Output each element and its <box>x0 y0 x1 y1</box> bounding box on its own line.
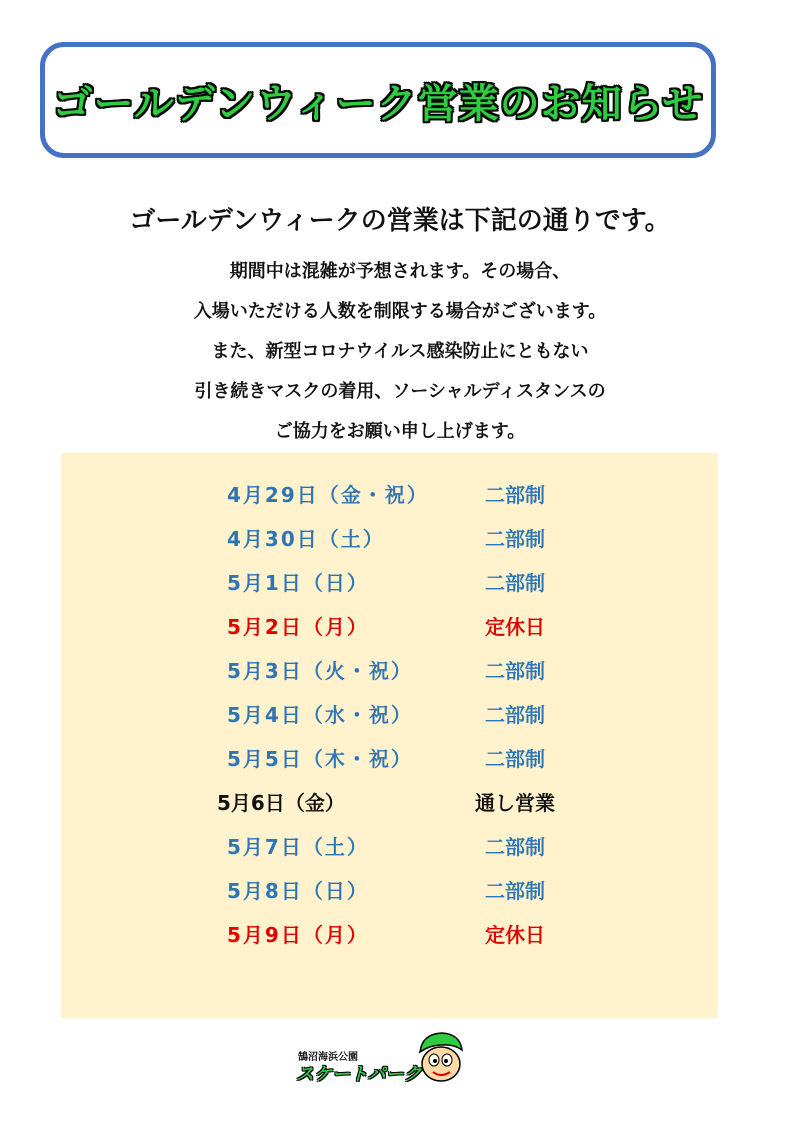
schedule-row <box>61 567 718 611</box>
schedule-status: 二部制 <box>485 659 545 683</box>
park-logo <box>296 1030 466 1085</box>
schedule-row <box>61 919 718 963</box>
notice-line: 入場いただける人数を制限する場合がございます。 <box>193 301 607 322</box>
schedule-row <box>61 523 718 567</box>
schedule-status: 通し営業 <box>475 791 555 815</box>
schedule-date: 5月1日（日） <box>227 571 369 595</box>
schedule-date: 5月4日（水・祝） <box>227 703 413 727</box>
notice-line: 引き続きマスクの着用、ソーシャルディスタンスの <box>194 381 606 402</box>
notice-line: また、新型コロナウイルス感染防止にともない <box>211 341 589 362</box>
schedule-status: 二部制 <box>485 703 545 727</box>
schedule-row <box>61 611 718 655</box>
schedule-date: 5月8日（日） <box>227 879 369 903</box>
schedule-row <box>61 743 718 787</box>
schedule-status: 二部制 <box>485 483 545 507</box>
schedule-date: 5月2日（月） <box>227 615 369 639</box>
logo-subtitle: 鵠沼海浜公園 <box>298 1052 358 1063</box>
schedule-status: 二部制 <box>485 747 545 771</box>
schedule-panel <box>61 453 718 1018</box>
schedule-date: 5月7日（土） <box>227 835 369 859</box>
schedule-row <box>61 699 718 743</box>
lead-text: ゴールデンウィークの営業は下記の通りです。 <box>129 206 671 236</box>
notice-line: 期間中は混雑が予想されます。その場合、 <box>229 261 571 282</box>
schedule-row <box>61 655 718 699</box>
schedule-status: 二部制 <box>485 879 545 903</box>
schedule-status: 定休日 <box>485 615 545 639</box>
notice-block <box>0 252 800 452</box>
schedule-row <box>61 831 718 875</box>
schedule-date: 4月29日（金・祝） <box>227 483 429 507</box>
schedule-date: 5月6日（金） <box>217 791 345 815</box>
notice-line: ご協力をお願い申し上げます。 <box>274 421 526 442</box>
schedule-date: 5月3日（火・祝） <box>227 659 413 683</box>
schedule-status: 二部制 <box>485 835 545 859</box>
schedule-status: 二部制 <box>485 571 545 595</box>
page-title: ゴールデンウィーク営業のお知らせ <box>52 80 704 127</box>
mascot-icon <box>414 1030 466 1085</box>
schedule-date: 4月30日（土） <box>227 527 385 551</box>
schedule-status: 定休日 <box>485 923 545 947</box>
schedule-row <box>61 787 718 831</box>
schedule-date: 5月5日（木・祝） <box>227 747 413 771</box>
schedule-row <box>61 875 718 919</box>
schedule-row <box>61 479 718 523</box>
logo-name: スケートパーク <box>296 1064 422 1085</box>
schedule-status: 二部制 <box>485 527 545 551</box>
schedule-date: 5月9日（月） <box>227 923 369 947</box>
title-banner <box>40 42 716 158</box>
